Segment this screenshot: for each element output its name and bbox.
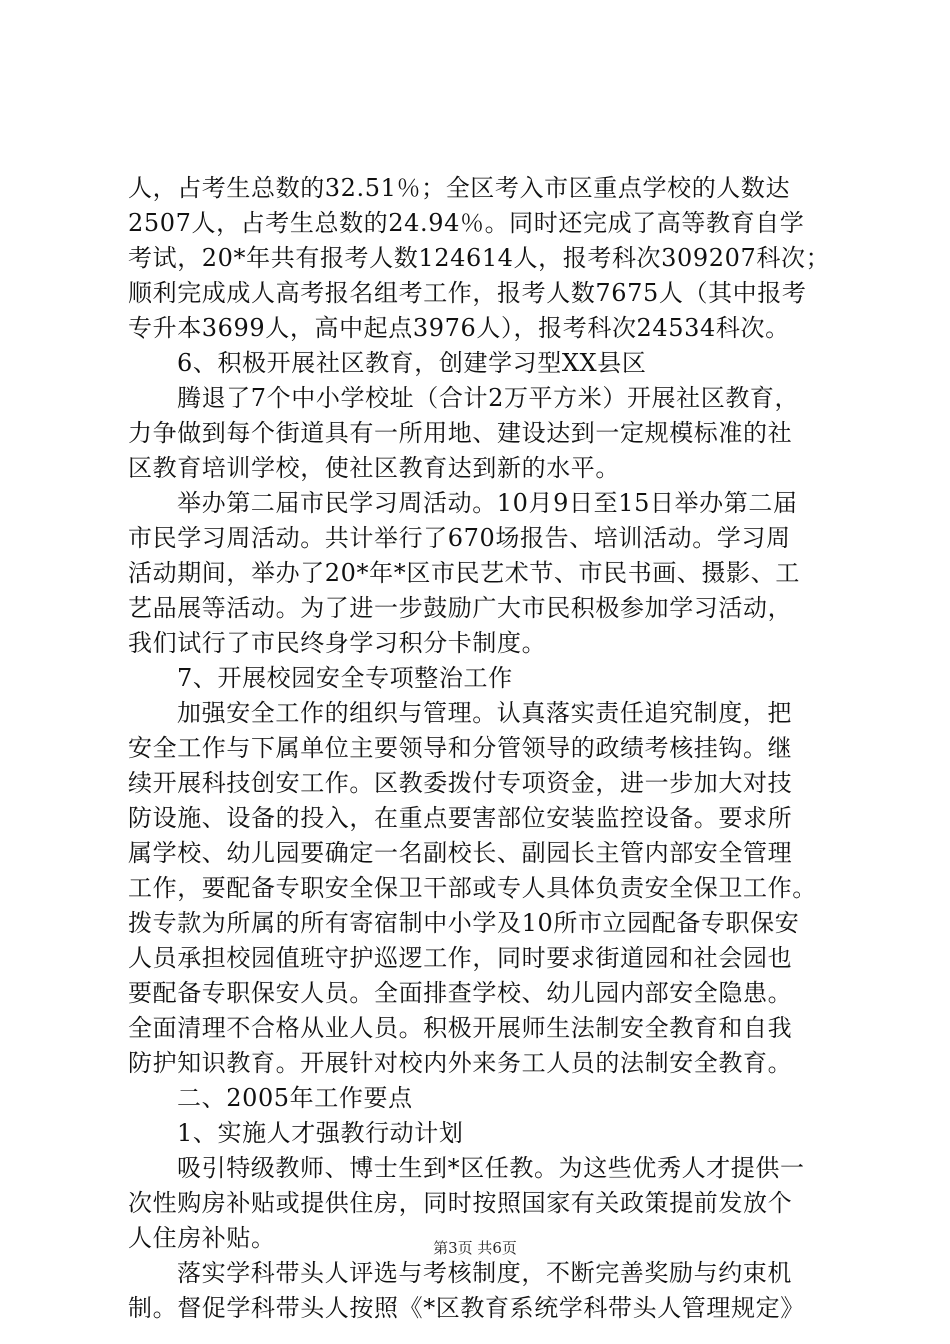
text-line: 艺品展等活动。为了进一步鼓励广大市民积极参加学习活动， <box>128 594 793 622</box>
text-line: 全面清理不合格从业人员。积极开展师生法制安全教育和自我 <box>128 1014 793 1042</box>
document-body <box>128 171 833 1326</box>
text-line: 工作，要配备专职安全保卫干部或专人具体负责安全保卫工作。 <box>128 874 817 902</box>
text-line: 1、实施人才强教行动计划 <box>177 1119 464 1147</box>
text-line: 腾退了7个中小学校址（合计2万平方米）开展社区教育， <box>177 384 800 412</box>
text-line: 顺利完成成人高考报名组考工作，报考人数7675人（其中报考 <box>128 279 807 307</box>
text-line: 2507人，占考生总数的24.94％。同时还完成了高等教育自学 <box>128 209 805 237</box>
text-line: 防护知识教育。开展针对校内外来务工人员的法制安全教育。 <box>128 1049 793 1077</box>
text-line: 属学校、幼儿园要确定一名副校长、副园长主管内部安全管理 <box>128 839 793 867</box>
text-line: 举办第二届市民学习周活动。10月9日至15日举办第二届 <box>177 489 798 517</box>
text-line: 次性购房补贴或提供住房，同时按照国家有关政策提前发放个 <box>128 1189 793 1217</box>
page-footer: 第3页 共6页 <box>433 1239 517 1257</box>
text-line: 要配备专职保安人员。全面排查学校、幼儿园内部安全隐患。 <box>128 979 793 1007</box>
text-line: 6、积极开展社区教育，创建学习型XX县区 <box>177 349 647 377</box>
text-line: 二、2005年工作要点 <box>177 1084 413 1112</box>
text-line: 7、开展校园安全专项整治工作 <box>177 664 513 692</box>
text-line: 人员承担校园值班守护巡逻工作，同时要求街道园和社会园也 <box>128 944 793 972</box>
text-line: 区教育培训学校，使社区教育达到新的水平。 <box>128 454 620 482</box>
text-line: 市民学习周活动。共计举行了670场报告、培训活动。学习周 <box>128 524 791 552</box>
text-line: 我们试行了市民终身学习积分卡制度。 <box>128 629 547 657</box>
text-line: 拨专款为所属的所有寄宿制中小学及10所市立园配备专职保安 <box>128 909 800 937</box>
text-line: 力争做到每个街道具有一所用地、建设达到一定规模标准的社 <box>128 419 793 447</box>
text-line: 人，占考生总数的32.51％；全区考入市区重点学校的人数达 <box>128 174 791 202</box>
text-line: 防设施、设备的投入，在重点要害部位安装监控设备。要求所 <box>128 804 793 832</box>
text-line: 人住房补贴。 <box>128 1224 276 1252</box>
text-line: 落实学科带头人评选与考核制度，不断完善奖励与约束机 <box>177 1259 792 1287</box>
text-line: 考试，20*年共有报考人数124614人，报考科次309207科次； <box>128 244 831 272</box>
text-line: 续开展科技创安工作。区教委拨付专项资金，进一步加大对技 <box>128 769 793 797</box>
text-line: 制。督促学科带头人按照《*区教育系统学科带头人管理规定》 <box>128 1294 805 1322</box>
text-line: 安全工作与下属单位主要领导和分管领导的政绩考核挂钩。继 <box>128 734 793 762</box>
text-line: 活动期间，举办了20*年*区市民艺术节、市民书画、摄影、工 <box>128 559 800 587</box>
text-line: 吸引特级教师、博士生到*区任教。为这些优秀人才提供一 <box>177 1154 805 1182</box>
text-line: 加强安全工作的组织与管理。认真落实责任追究制度，把 <box>177 699 792 727</box>
text-line: 专升本3699人，高中起点3976人），报考科次24534科次。 <box>128 314 790 342</box>
